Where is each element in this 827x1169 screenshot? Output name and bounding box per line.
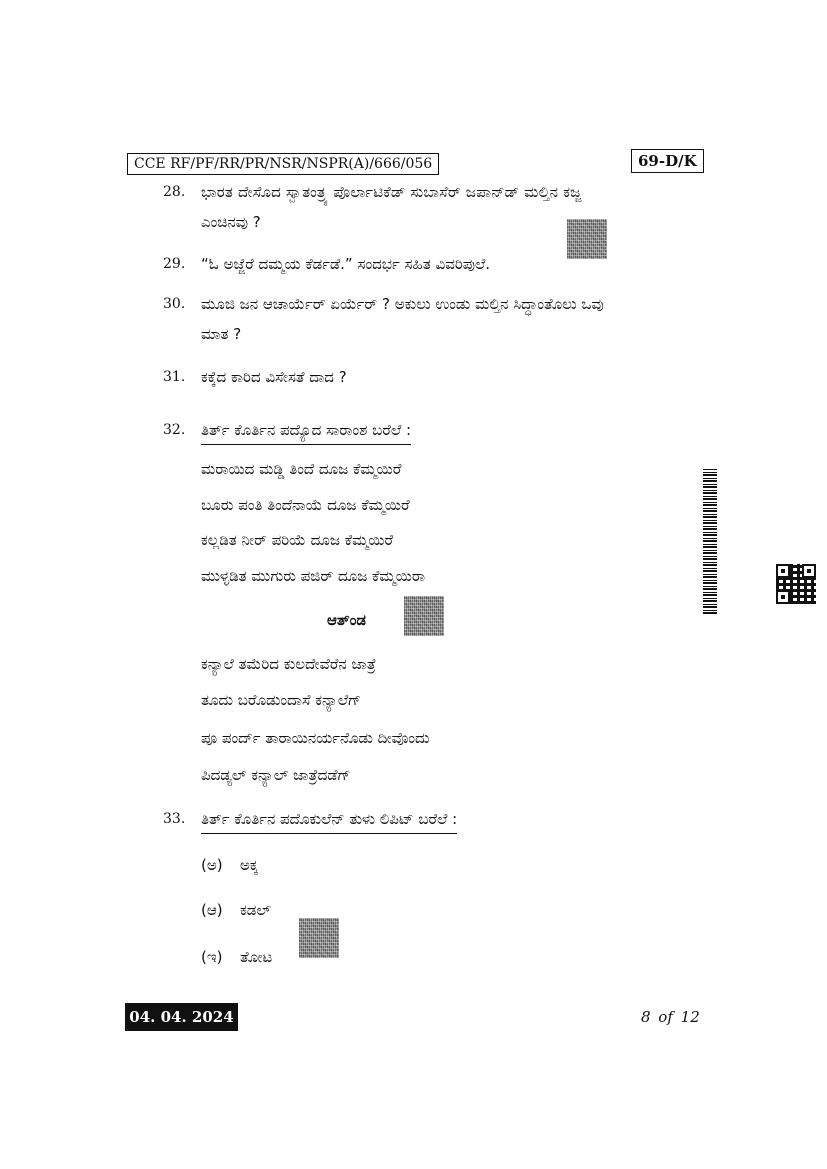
question-number-31: 31.	[163, 369, 186, 385]
exam-code-box: CCE RF/PF/RR/PR/NSR/NSPR(A)/666/056	[127, 153, 439, 175]
question-number-32: 32.	[163, 422, 186, 438]
poem-line: ಬೂರು ಪಂತಿ ತಿಂದೆನಾಯೆ ದೂಜ ಕೆಮ್ಮಯಿರೆ	[201, 496, 410, 514]
qr-code-icon	[776, 564, 816, 604]
question-number-30: 30.	[163, 296, 186, 312]
exam-date-box: 04. 04. 2024	[125, 1003, 238, 1031]
question-text-30-cont: ಮಾತ ?	[201, 325, 242, 343]
watermark-noise-2	[404, 596, 444, 636]
option-word: ಅಕ್ಕ	[240, 856, 259, 874]
poem-separator: ಆತ್ಂಡ	[327, 611, 366, 629]
question-text-31: ಕಕ್ಕೆದ ಕಾರಿದ ವಿಸೇಸತೆ ದಾದ ?	[201, 368, 347, 386]
question-text-29: “ಓ ಅಜ್ಜೆರೆ ದಮ್ಮಯ ಕೆರ್ಡಡೆ.” ಸಂದರ್ಭ ಸಹಿತ ವಿವರಿಪುಲೆ.	[201, 255, 491, 273]
poem-line: ಪಿದಡ್ಯಲ್ ಕನ್ಯಾಲ್ ಜಾತ್ರೆದಡೆಗ್	[201, 766, 351, 784]
option-word: ಕಡಲ್	[240, 901, 271, 919]
barcode-icon	[703, 469, 717, 614]
question-text-30: ಮೂಜಿ ಜನ ಆಚಾರ್ಯೆರ್ ಏರ್ಯೆರ್ ? ಅಕುಲು ಉಂಡು ಮಲ್ತಿನ ಸಿದ್ಧಾಂತೊಲು ಒವು	[201, 295, 604, 313]
question-number-29: 29.	[163, 256, 186, 272]
poem-line: ತೂದು ಬರೊಡುಂದಾಸೆ ಕನ್ಯಾಲೆಗ್	[201, 691, 362, 709]
poem-line: ಮುಳ್ಳಡಿತ ಮುಗುರು ಪಜಿರ್ ದೂಜ ಕೆಮ್ಮಯಿರಾ	[201, 567, 426, 585]
poem-line: ಕಲ್ಲಡಿತ ನೀರ್ ಪರಿಯೆ ದೂಜ ಕೆಮ್ಮಯಿರೆ	[201, 531, 394, 549]
page-number: 8 of 12	[641, 1008, 700, 1026]
option-label: (ಆ)	[201, 901, 223, 919]
poem-line: ಮರಾಯಿದ ಮಡ್ಡಿ ತಿಂದೆ ದೂಜ ಕೆಮ್ಮಯಿರೆ	[201, 460, 402, 478]
question-number-33: 33.	[163, 811, 186, 827]
question-text-32: ತಿರ್ತ್ ಕೊರ್ತಿನ ಪದ್ಯೊದ ಸಾರಾಂಶ ಬರೆಲೆ :	[201, 420, 411, 445]
paper-code-box: 69-D/K	[631, 149, 704, 173]
question-text-28: ಭಾರತ ದೇಸೊದ ಸ್ವಾತಂತ್ರ್ಯ ಪೊರ್ಲಾಟಿಕೆಡ್ ಸುಬಾಸೆರ್ ಜಪಾನ್‌ಡ್ ಮಲ್ತಿನ ಕಜ್ಜ	[201, 183, 582, 201]
watermark-noise-3	[299, 918, 339, 958]
option-word: ತೋಟ	[240, 948, 273, 966]
watermark-noise-1	[567, 219, 607, 259]
option-label: (ಅ)	[201, 856, 223, 874]
poem-line: ಕನ್ಯಾಲೆ ತಮೆರಿದ ಕುಲದೇವೆರೆನ ಜಾತ್ರೆ	[201, 655, 377, 673]
question-text-28-cont: ಎಂಚಿನವು ?	[201, 213, 261, 231]
question-text-33: ತಿರ್ತ್ ಕೊರ್ತಿನ ಪದೊಕುಲೆನ್ ತುಳು ಲಿಪಿಟ್ ಬರೆಲೆ :	[201, 809, 457, 834]
poem-line: ಪೂ ಪಂರ್ದ್ ತಾರಾಯಿನರ್ಯನೊಡು ದೀವೊಂದು	[201, 729, 430, 747]
question-number-28: 28.	[163, 184, 186, 200]
option-label: (ಇ)	[201, 948, 223, 966]
